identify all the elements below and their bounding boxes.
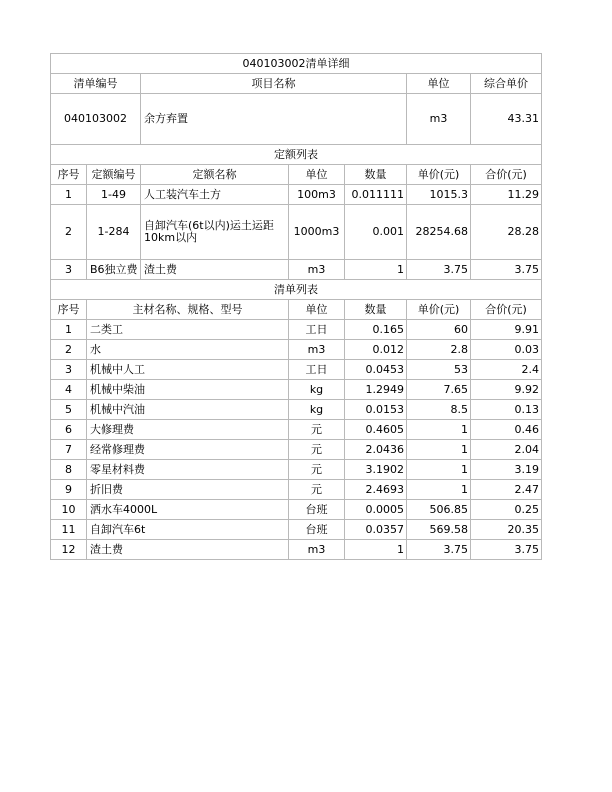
material-qty: 1 bbox=[345, 540, 407, 560]
material-price: 1 bbox=[407, 440, 471, 460]
material-unit: m3 bbox=[289, 540, 345, 560]
material-no-header: 序号 bbox=[51, 300, 87, 320]
material-row bbox=[51, 380, 542, 400]
material-qty: 0.0005 bbox=[345, 500, 407, 520]
material-unit-header: 单位 bbox=[289, 300, 345, 320]
material-name: 零星材料费 bbox=[87, 460, 289, 480]
material-section-row bbox=[51, 280, 542, 300]
material-unit: 元 bbox=[289, 420, 345, 440]
material-unit: 台班 bbox=[289, 520, 345, 540]
material-price: 1 bbox=[407, 420, 471, 440]
material-price: 53 bbox=[407, 360, 471, 380]
material-total: 0.25 bbox=[471, 500, 542, 520]
quota-price: 3.75 bbox=[407, 260, 471, 280]
material-unit: 工日 bbox=[289, 360, 345, 380]
material-name: 渣土费 bbox=[87, 540, 289, 560]
material-qty: 1.2949 bbox=[345, 380, 407, 400]
material-row bbox=[51, 420, 542, 440]
bill-code-header: 清单编号 bbox=[51, 74, 141, 94]
material-no: 1 bbox=[51, 320, 87, 340]
material-no: 8 bbox=[51, 460, 87, 480]
quota-price: 28254.68 bbox=[407, 205, 471, 260]
quota-price-header: 单价(元) bbox=[407, 165, 471, 185]
title-row bbox=[51, 54, 542, 74]
material-no: 10 bbox=[51, 500, 87, 520]
material-qty: 2.4693 bbox=[345, 480, 407, 500]
material-row bbox=[51, 500, 542, 520]
material-no: 5 bbox=[51, 400, 87, 420]
material-row bbox=[51, 520, 542, 540]
material-price-header: 单价(元) bbox=[407, 300, 471, 320]
quota-no: 3 bbox=[51, 260, 87, 280]
material-total: 0.46 bbox=[471, 420, 542, 440]
quota-unit: m3 bbox=[289, 260, 345, 280]
material-row bbox=[51, 340, 542, 360]
quota-qty-header: 数量 bbox=[345, 165, 407, 185]
material-total: 0.03 bbox=[471, 340, 542, 360]
quota-section-title: 定额列表 bbox=[51, 145, 542, 165]
material-no: 3 bbox=[51, 360, 87, 380]
material-unit: 元 bbox=[289, 440, 345, 460]
material-price: 3.75 bbox=[407, 540, 471, 560]
material-qty: 0.4605 bbox=[345, 420, 407, 440]
material-unit: 元 bbox=[289, 460, 345, 480]
material-row bbox=[51, 460, 542, 480]
quota-no: 1 bbox=[51, 185, 87, 205]
material-qty: 2.0436 bbox=[345, 440, 407, 460]
quota-name: 渣土费 bbox=[141, 260, 289, 280]
material-price: 7.65 bbox=[407, 380, 471, 400]
material-name: 机械中人工 bbox=[87, 360, 289, 380]
quota-unit-header: 单位 bbox=[289, 165, 345, 185]
bill-row bbox=[51, 94, 542, 145]
bill-name: 余方弃置 bbox=[141, 94, 407, 145]
quota-no: 2 bbox=[51, 205, 87, 260]
material-name: 洒水车4000L bbox=[87, 500, 289, 520]
table-body bbox=[51, 54, 542, 560]
material-no: 4 bbox=[51, 380, 87, 400]
material-no: 7 bbox=[51, 440, 87, 460]
quota-header-row bbox=[51, 165, 542, 185]
quota-code: 1-284 bbox=[87, 205, 141, 260]
material-price: 1 bbox=[407, 480, 471, 500]
bill-name-header: 项目名称 bbox=[141, 74, 407, 94]
bill-price: 43.31 bbox=[471, 94, 542, 145]
quota-total: 11.29 bbox=[471, 185, 542, 205]
quota-code: B6独立费 bbox=[87, 260, 141, 280]
material-unit: 台班 bbox=[289, 500, 345, 520]
bill-unit: m3 bbox=[407, 94, 471, 145]
material-no: 11 bbox=[51, 520, 87, 540]
material-name-header: 主材名称、规格、型号 bbox=[87, 300, 289, 320]
material-qty: 0.165 bbox=[345, 320, 407, 340]
material-price: 1 bbox=[407, 460, 471, 480]
bill-unit-header: 单位 bbox=[407, 74, 471, 94]
material-price: 8.5 bbox=[407, 400, 471, 420]
material-row bbox=[51, 360, 542, 380]
material-total: 3.75 bbox=[471, 540, 542, 560]
material-total: 20.35 bbox=[471, 520, 542, 540]
material-qty: 0.0453 bbox=[345, 360, 407, 380]
material-row bbox=[51, 540, 542, 560]
material-total: 2.04 bbox=[471, 440, 542, 460]
material-price: 569.58 bbox=[407, 520, 471, 540]
material-price: 2.8 bbox=[407, 340, 471, 360]
material-qty: 0.0153 bbox=[345, 400, 407, 420]
material-no: 2 bbox=[51, 340, 87, 360]
bill-header-row bbox=[51, 74, 542, 94]
bill-detail-sheet bbox=[50, 53, 542, 560]
material-name: 水 bbox=[87, 340, 289, 360]
quota-section-row bbox=[51, 145, 542, 165]
quota-row bbox=[51, 185, 542, 205]
material-section-title: 清单列表 bbox=[51, 280, 542, 300]
quota-qty: 1 bbox=[345, 260, 407, 280]
material-price: 506.85 bbox=[407, 500, 471, 520]
quota-total: 28.28 bbox=[471, 205, 542, 260]
material-name: 机械中汽油 bbox=[87, 400, 289, 420]
material-qty-header: 数量 bbox=[345, 300, 407, 320]
material-name: 折旧费 bbox=[87, 480, 289, 500]
material-total: 9.91 bbox=[471, 320, 542, 340]
quota-name: 人工装汽车土方 bbox=[141, 185, 289, 205]
material-no: 9 bbox=[51, 480, 87, 500]
material-no: 12 bbox=[51, 540, 87, 560]
material-unit: m3 bbox=[289, 340, 345, 360]
material-name: 自卸汽车6t bbox=[87, 520, 289, 540]
material-name: 大修理费 bbox=[87, 420, 289, 440]
material-unit: 工日 bbox=[289, 320, 345, 340]
quota-qty: 0.001 bbox=[345, 205, 407, 260]
material-row bbox=[51, 400, 542, 420]
material-total: 2.4 bbox=[471, 360, 542, 380]
material-qty: 3.1902 bbox=[345, 460, 407, 480]
material-name: 经常修理费 bbox=[87, 440, 289, 460]
material-total: 9.92 bbox=[471, 380, 542, 400]
quota-name-header: 定额名称 bbox=[141, 165, 289, 185]
material-row bbox=[51, 480, 542, 500]
quota-name: 自卸汽车(6t以内)运土运距10km以内 bbox=[141, 205, 289, 260]
quota-total: 3.75 bbox=[471, 260, 542, 280]
quota-row bbox=[51, 260, 542, 280]
quota-unit: 1000m3 bbox=[289, 205, 345, 260]
quota-code: 1-49 bbox=[87, 185, 141, 205]
sheet-title: 040103002清单详细 bbox=[51, 54, 542, 74]
bill-detail-table bbox=[50, 53, 542, 560]
material-name: 二类工 bbox=[87, 320, 289, 340]
quota-code-header: 定额编号 bbox=[87, 165, 141, 185]
material-unit: 元 bbox=[289, 480, 345, 500]
material-qty: 0.0357 bbox=[345, 520, 407, 540]
material-header-row bbox=[51, 300, 542, 320]
material-price: 60 bbox=[407, 320, 471, 340]
quota-price: 1015.3 bbox=[407, 185, 471, 205]
material-row bbox=[51, 320, 542, 340]
material-total: 0.13 bbox=[471, 400, 542, 420]
material-row bbox=[51, 440, 542, 460]
quota-total-header: 合价(元) bbox=[471, 165, 542, 185]
quota-unit: 100m3 bbox=[289, 185, 345, 205]
material-total: 3.19 bbox=[471, 460, 542, 480]
quota-no-header: 序号 bbox=[51, 165, 87, 185]
material-name: 机械中柴油 bbox=[87, 380, 289, 400]
material-no: 6 bbox=[51, 420, 87, 440]
material-total: 2.47 bbox=[471, 480, 542, 500]
bill-code: 040103002 bbox=[51, 94, 141, 145]
material-unit: kg bbox=[289, 380, 345, 400]
material-qty: 0.012 bbox=[345, 340, 407, 360]
quota-row bbox=[51, 205, 542, 260]
quota-qty: 0.011111 bbox=[345, 185, 407, 205]
bill-price-header: 综合单价 bbox=[471, 74, 542, 94]
material-total-header: 合价(元) bbox=[471, 300, 542, 320]
material-unit: kg bbox=[289, 400, 345, 420]
